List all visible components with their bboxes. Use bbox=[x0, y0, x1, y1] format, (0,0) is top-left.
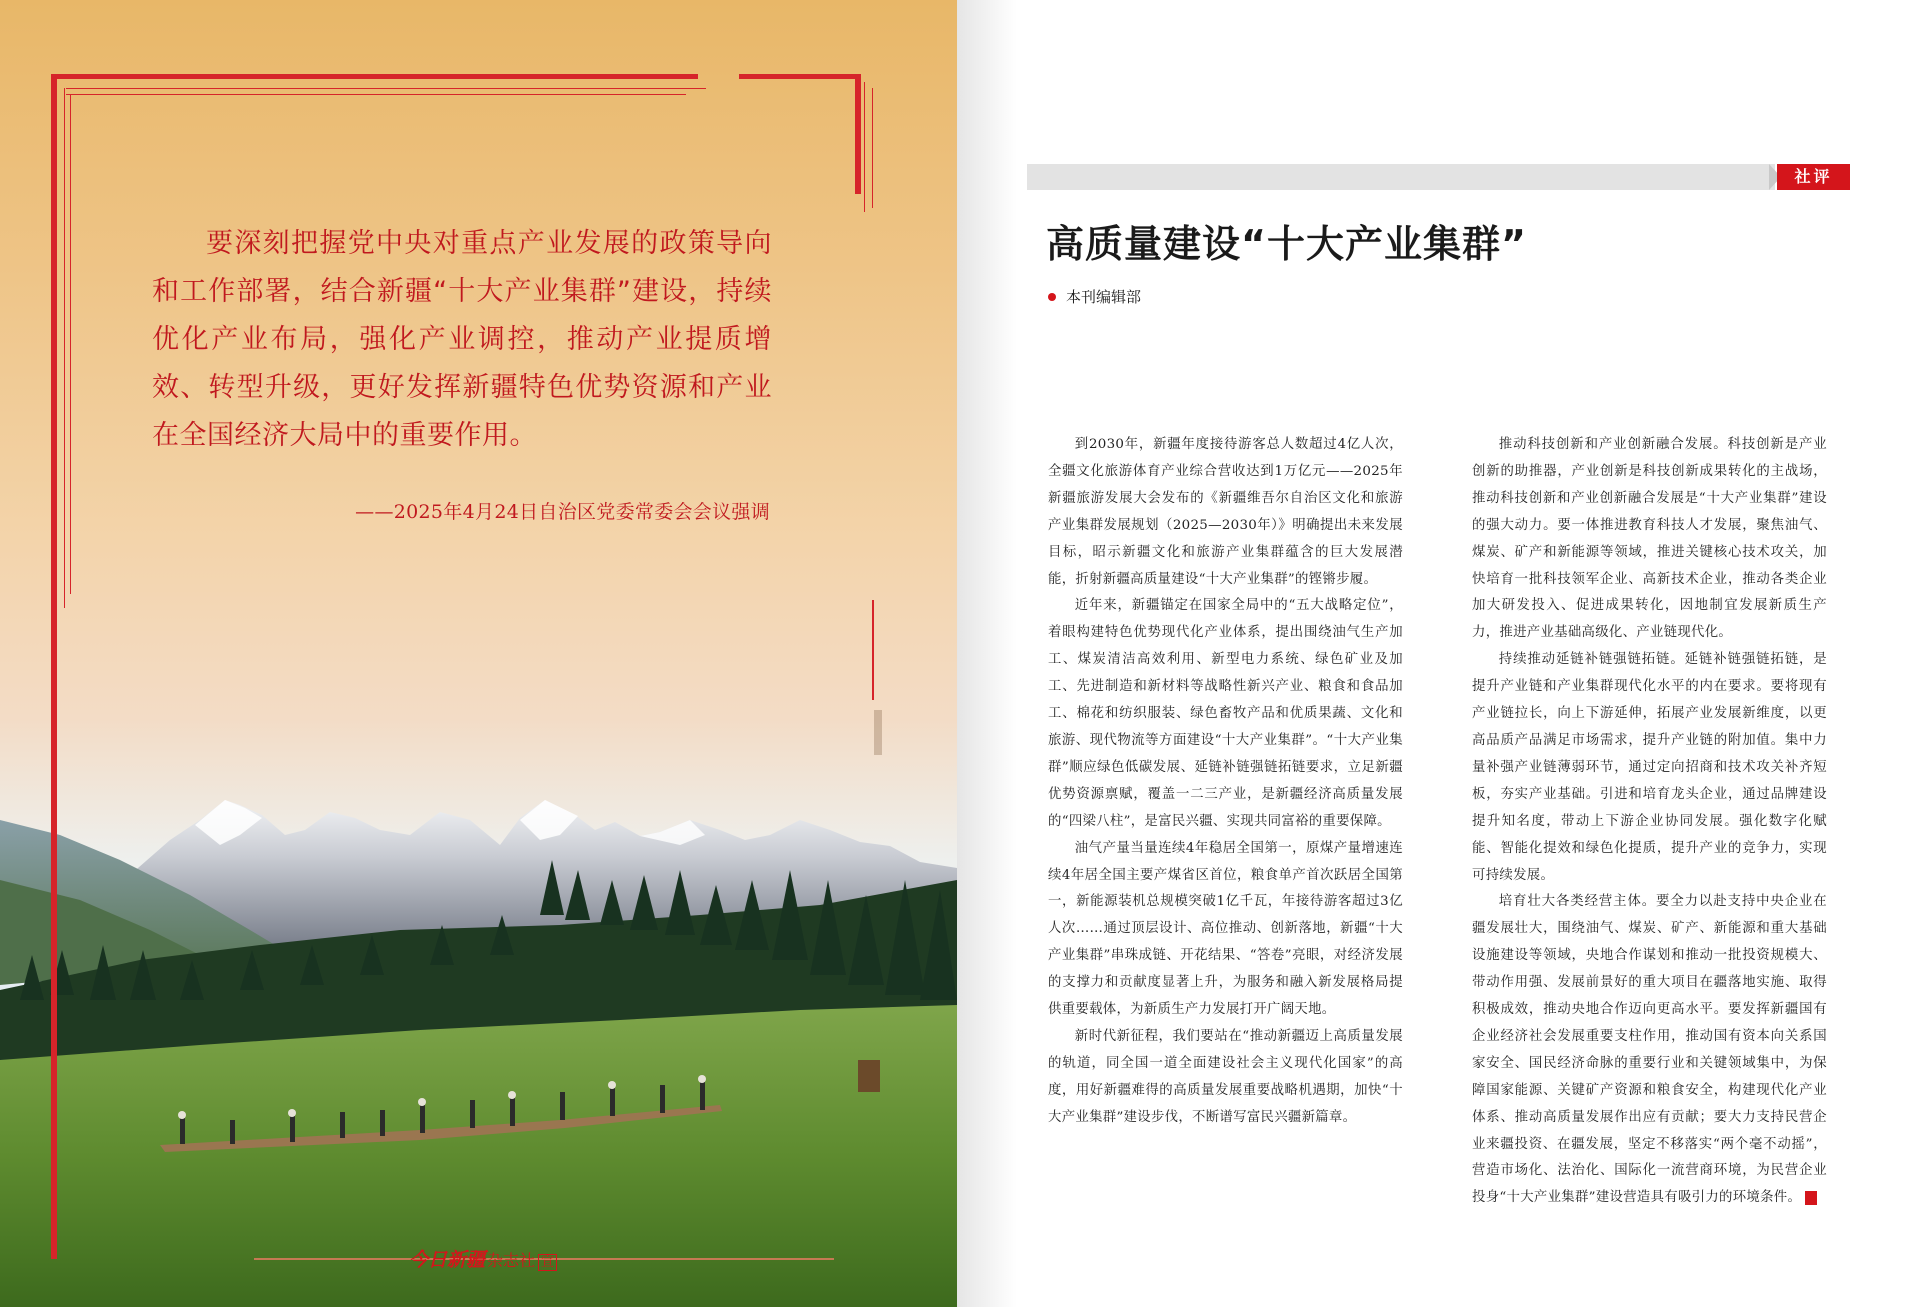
frame-line bbox=[66, 94, 686, 95]
frame-line bbox=[70, 94, 71, 594]
paragraph: 推动科技创新和产业创新融合发展。科技创新是产业创新的助推器，产业创新是科技创新成果转化的主战场，推动科技创新和产业创新融合发展是“十大产业集群”建设的强大动力。要一体推进教育科技人才发展，聚焦油气、煤炭、矿产和新能源等领域，推进关键核心技术攻关，加快培育一批科技领军企业、高新技术企业，推动各类企业加大研发投入、促进成果转化，因地制宜发展新质生产力，推进产业基础高级化、产业链现代化。 bbox=[1472, 437, 1827, 641]
pull-quote-text: 要深刻把握党中央对重点产业发展的政策导向和工作部署，结合新疆“十大产业集群”建设，持续优化产业布局，强化产业调控，推动产业提质增效、转型升级，更好发挥新疆特色优势资源和产业在全国经济大局中的重要作用。 bbox=[152, 228, 772, 451]
frame-line bbox=[864, 82, 865, 212]
frame-line bbox=[872, 600, 874, 700]
section-tag: 社评 bbox=[1777, 164, 1850, 190]
paragraph: 到2030年，新疆年度接待游客总人数超过4亿人次，全疆文化旅游体育产业综合营收达到1万亿元——2025年新疆旅游发展大会发布的《新疆维吾尔自治区文化和旅游产业集群发展规划（2025—2030年）》明确提出未来发展目标，昭示新疆文化和旅游产业集群蕴含的巨大发展潜能，折射新疆高质量建设“十大产业集群”的铿锵步履。 bbox=[1048, 437, 1403, 587]
publisher-mark: 宣 bbox=[538, 1254, 557, 1271]
frame-line bbox=[66, 88, 706, 89]
article-column-1 bbox=[1048, 432, 1403, 1132]
byline-text: 本刊编辑部 bbox=[1066, 288, 1142, 306]
publisher-text: 杂志社 bbox=[487, 1251, 536, 1270]
bullet-icon bbox=[1048, 293, 1056, 301]
byline bbox=[1048, 286, 1141, 307]
mountain-meadow-photo bbox=[0, 0, 957, 1307]
article-column-2 bbox=[1472, 432, 1837, 1212]
quote-source: ——2025年4月24日自治区党委常委会会议强调 bbox=[355, 501, 770, 523]
gutter-shadow bbox=[957, 0, 1017, 1307]
paragraph: 新时代新征程，我们要站在“推动新疆迈上高质量发展的轨道，同全国一道全面建设社会主义现代化国家”的高度，用好新疆难得的高质量发展重要战略机遇期，加快“十大产业集群”建设步伐，不断谱写富民兴疆新篇章。 bbox=[1048, 1028, 1403, 1125]
logo-text: 今日新疆 bbox=[409, 1249, 486, 1271]
paragraph: 持续推动延链补链强链拓链。延链补链强链拓链，是提升产业链和产业集群现代化水平的内在要求。要将现有产业链拉长，向上下游延伸，拓展产业发展新维度，以更高品质产品满足市场需求，提升产业链的附加值。集中力量补强产业链薄弱环节，通过定向招商和技术攻关补齐短板，夯实产业基础。引进和培育龙头企业，通过品牌建设提升知名度，带动上下游企业协同发展。强化数字化赋能、智能化提效和绿色化提质，提升产业的竞争力，实现可持续发展。 bbox=[1472, 652, 1827, 883]
publisher-logo bbox=[409, 1245, 557, 1272]
article-title: 高质量建设“十大产业集群” bbox=[1046, 222, 1527, 266]
paragraph: 近年来，新疆锚定在国家全局中的“五大战略定位”，着眼构建特色优势现代化产业体系，提出围绕油气生产加工、煤炭清洁高效利用、新型电力系统、绿色矿业及加工、先进制造和新材料等战略性新兴产业、粮食和食品加工、棉花和纺织服装、绿色畜牧产品和优质果蔬、文化和旅游、现代物流等方面建设“十大产业集群”。“十大产业集群”顺应绿色低碳发展、延链补链强链拓链要求，立足新疆优势资源禀赋，覆盖一二三产业，是新疆经济高质量发展的“四梁八柱”，是富民兴疆、实现共同富裕的重要保障。 bbox=[1048, 598, 1403, 829]
paragraph-final bbox=[1472, 889, 1837, 1212]
left-page bbox=[0, 0, 957, 1307]
frame-line bbox=[64, 88, 65, 608]
frame-top-right-bar bbox=[739, 74, 859, 79]
header-bar bbox=[1027, 164, 1775, 190]
paragraph-text: 培育壮大各类经营主体。要全力以赴支持中央企业在疆发展壮大，围绕油气、煤炭、矿产、新能源和重大基础设施建设等领域，央地合作谋划和推动一批投资规模大、带动作用强、发展前景好的重大项目在疆落地实施、取得积极成效，推动央地合作迈向更高水平。要发挥新疆国有企业经济社会发展重要支柱作用，推动国有资本向关系国家安全、国民经济命脉的重要行业和关键领域集中，为保障国家能源、关键矿产资源和粮食安全，构建现代化产业体系、推动高质量发展作出应有贡献；要大力支持民营企业来疆投资、在疆发展，坚定不移落实“两个毫不动摇”，营造市场化、法治化、国际化一流营商环境，为民营企业投身“十大产业集群”建设营造具有吸引力的环境条件。 bbox=[1472, 894, 1827, 1206]
frame-top-bar bbox=[51, 74, 698, 79]
frame-right-bar bbox=[855, 74, 861, 194]
end-mark-icon: J bbox=[1805, 1191, 1817, 1205]
frame-left-bar bbox=[51, 74, 57, 1259]
pull-quote bbox=[152, 220, 772, 460]
frame-line bbox=[872, 88, 873, 208]
paragraph: 油气产量当量连续4年稳居全国第一，原煤产量增速连续4年居全国主要产煤省区首位，粮食单产首次跃居全国第一，新能源装机总规模突破1亿千瓦，年接待游客超过3亿人次……通过顶层设计、高位推动、创新落地，新疆“十大产业集群”串珠成链、开花结果、“答卷”亮眼，对经济发展的支撑力和贡献度显著上升，为服务和融入新发展格局提供重要载体，为新质生产力发展打开广阔天地。 bbox=[1048, 840, 1403, 1018]
